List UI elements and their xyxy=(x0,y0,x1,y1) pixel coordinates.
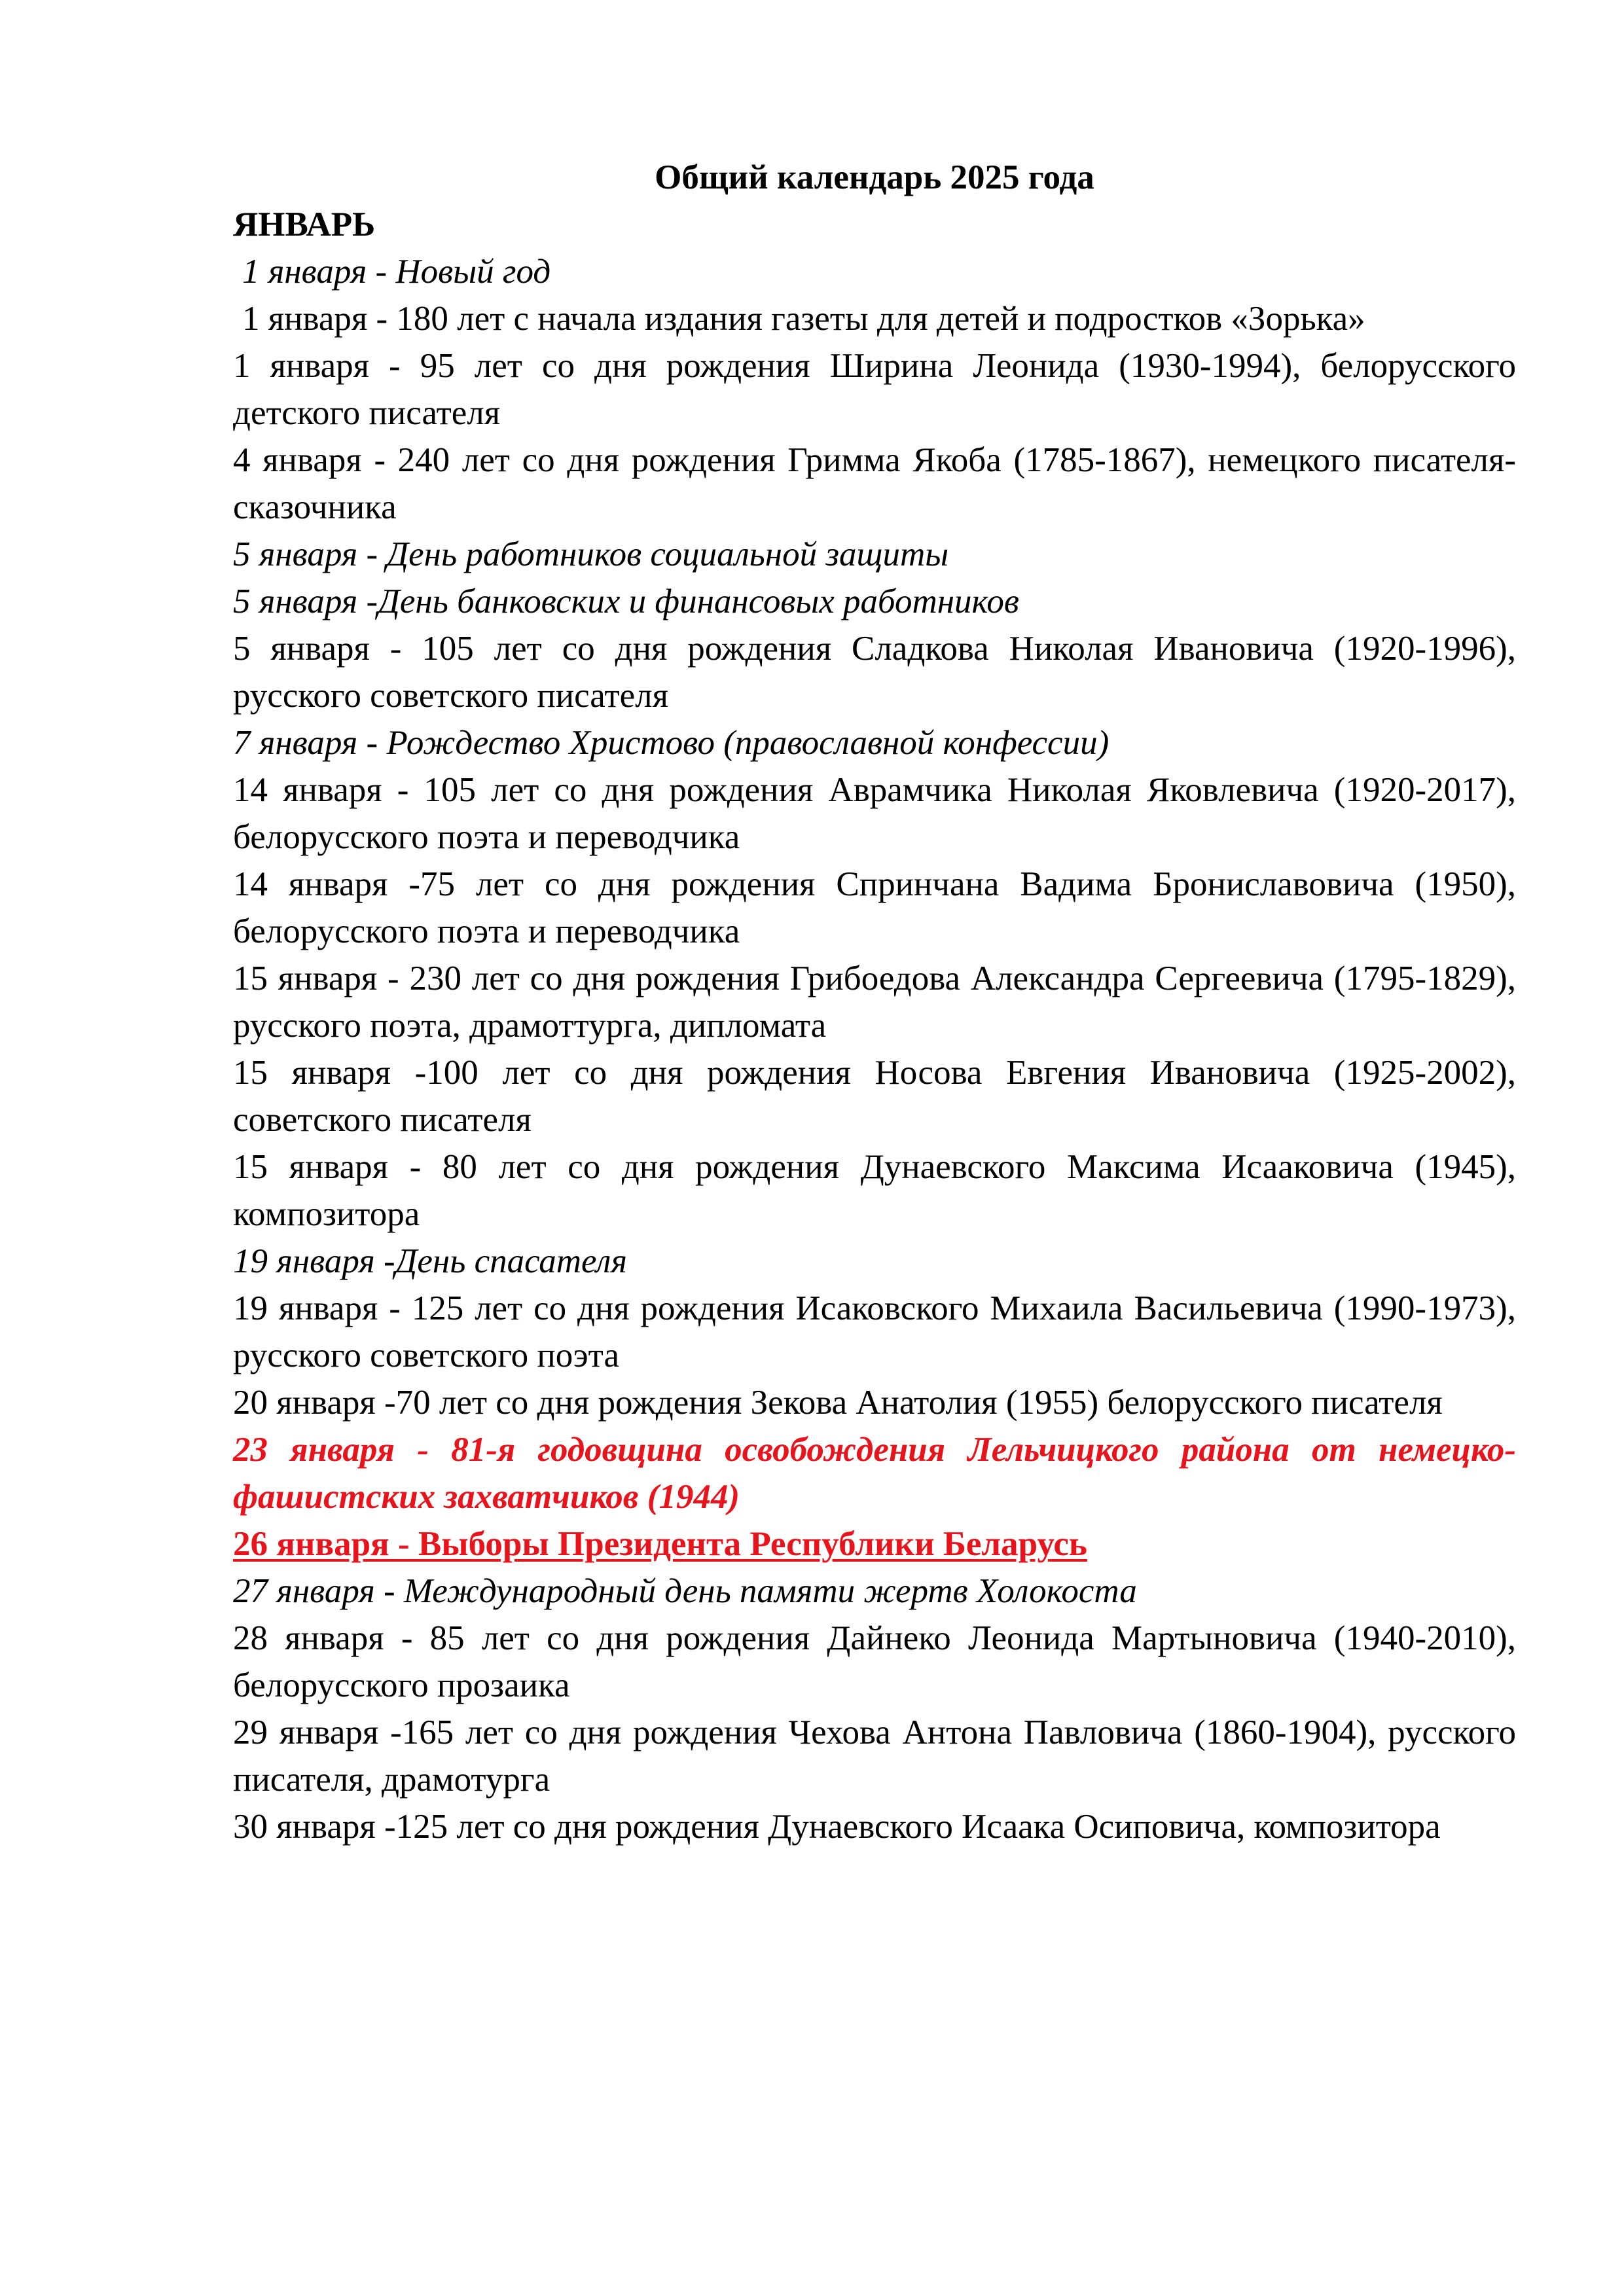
calendar-entry: 5 января - 105 лет со дня рождения Сладкова Николая Ивановича (1920-1996), русского советского писателя xyxy=(233,630,1516,715)
calendar-entry: 20 января -70 лет со дня рождения Зекова Анатолия (1955) белорусского писателя xyxy=(233,1384,1443,1422)
calendar-entry: 1 января - 95 лет со дня рождения Ширина Леонида (1930-1994), белорусского детского писателя xyxy=(233,347,1516,432)
calendar-entry: 15 января - 80 лет со дня рождения Дунаевского Максима Исааковича (1945), композитора xyxy=(233,1148,1516,1233)
month-heading: ЯНВАРЬ xyxy=(233,206,376,243)
calendar-entry: 5 января -День банковских и финансовых работников xyxy=(233,583,1019,620)
calendar-entry: 14 января -75 лет со дня рождения Спринчана Вадима Брониславовича (1950), белорусского поэта и переводчика xyxy=(233,865,1516,950)
calendar-entry: 15 января -100 лет со дня рождения Носова Евгения Ивановича (1925-2002), советского писателя xyxy=(233,1054,1516,1139)
calendar-entry: 19 января - 125 лет со дня рождения Исаковского Михаила Васильевича (1990-1973), русского советского поэта xyxy=(233,1289,1516,1374)
calendar-entry: 14 января - 105 лет со дня рождения Аврамчика Николая Яковлевича (1920-2017), белорусского поэта и переводчика xyxy=(233,771,1516,856)
calendar-entry: 15 января - 230 лет со дня рождения Грибоедова Александра Сергеевича (1795-1829), русского поэта, драмоттурга, дипломата xyxy=(233,960,1516,1045)
calendar-entry: 1 января - Новый год xyxy=(242,253,551,291)
calendar-entry: 7 января - Рождество Христово (православной конфессии) xyxy=(233,724,1110,762)
calendar-entry: 19 января -День спасателя xyxy=(233,1242,627,1280)
document-page xyxy=(233,154,1516,1850)
calendar-entry: 28 января - 85 лет со дня рождения Дайнеко Леонида Мартыновича (1940-2010), белорусского прозаика xyxy=(233,1619,1516,1704)
calendar-entry: 27 января - Международный день памяти жертв Холокоста xyxy=(233,1572,1137,1610)
calendar-entry: 5 января - День работников социальной защиты xyxy=(233,535,949,573)
calendar-entry: 1 января - 180 лет с начала издания газеты для детей и подростков «Зорька» xyxy=(242,300,1365,338)
calendar-entry-highlight: 26 января - Выборы Президента Республики Беларусь xyxy=(233,1525,1087,1563)
document-title: Общий календарь 2025 года xyxy=(655,158,1094,196)
calendar-entry-highlight: 23 января - 81-я годовщина освобождения Лельчицкого района от немецко-фашистских захватчиков (1944) xyxy=(233,1431,1516,1516)
calendar-entry: 30 января -125 лет со дня рождения Дунаевского Исаака Осиповича, композитора xyxy=(233,1808,1441,1846)
calendar-entry: 29 января -165 лет со дня рождения Чехова Антона Павловича (1860-1904), русского писателя, драмотурга xyxy=(233,1713,1516,1799)
calendar-entry: 4 января - 240 лет со дня рождения Гримма Якоба (1785-1867), немецкого писателя-сказочника xyxy=(233,441,1516,526)
